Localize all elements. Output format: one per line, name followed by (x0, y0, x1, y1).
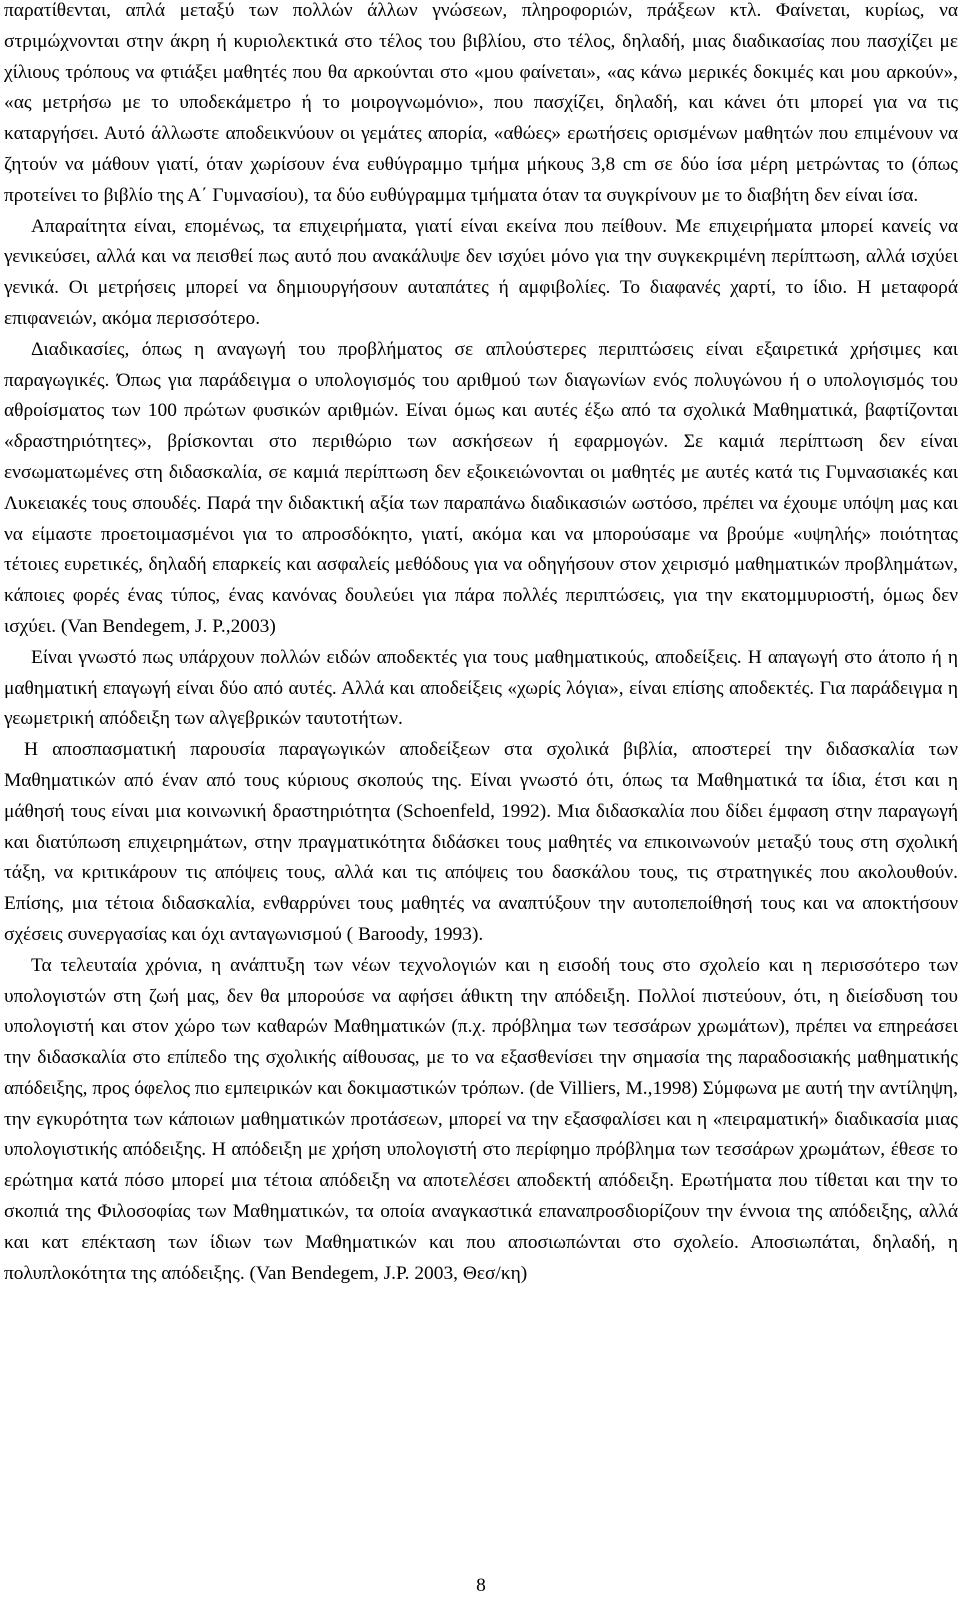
paragraph-6: Τα τελευταία χρόνια, η ανάπτυξη των νέων τεχνολογιών και η εισοδή τους στο σχολείο και η περισσότερο των υπολογιστών στη ζωή μας, δεν θα μπορούσε να αφήσει άθικτη την απόδειξη. Πολλοί πιστεύουν, ότι, η διείσδυση του υπολογιστή και στον χώρο των καθαρών Μαθηματικών (π.χ. πρόβλημα των τεσσάρων χρωμάτων), πρέπει να επηρεάσει την διδασκαλία στο επίπεδο της σχολικής αίθουσας, με το να εξασθενίσει την σημασία της παραδοσιακής μαθηματικής απόδειξης, προς όφελος πιο εμπειρικών και δοκιμαστικών τρόπων. (de Villiers, M.,1998) Σύμφωνα με αυτή την αντίληψη, την εγκυρότητα των κάποιων μαθηματικών προτάσεων, μπορεί να την εξασφαλίσει και η «πειραματική» διαδικασία μιας υπολογιστικής απόδειξης. Η απόδειξη με χρήση υπολογιστή στο περίφημο πρόβλημα των τεσσάρων χρωμάτων, έθεσε το ερώτημα κατά πόσο μπορεί μια τέτοια απόδειξη να αποτελέσει αποδεκτή απόδειξη. Ερωτήματα που τίθεται και την το σκοπιά της Φιλοσοφίας των Μαθηματικών, τα οποία αναγκαστικά επαναπροσδιορίζουν την έννοια της απόδειξης, αλλά και κατ επέκταση των ίδιων των Μαθηματικών και που αποσιωπώνται στο σχολείο. Αποσιωπάται, δηλαδή, η πολυπλοκότητα της απόδειξης. (Van Bendegem, J.P. 2003, Θεσ/κη) (4, 954, 958, 1284)
paragraph-4: Είναι γνωστό πως υπάρχουν πολλών ειδών αποδεκτές για τους μαθηματικούς, αποδείξεις. Η απαγωγή στο άτοπο ή η μαθηματική επαγωγή είναι δύο από αυτές. Αλλά και αποδείξεις «χωρίς λόγια», είναι επίσης αποδεκτές. Για παράδειγμα η γεωμετρική απόδειξη των αλγεβρικών ταυτοτήτων. (4, 646, 958, 730)
page-number: 8 (476, 1575, 486, 1596)
paragraph-2: Απαραίτητα είναι, επομένως, τα επιχειρήματα, γιατί είναι εκείνα που πείθουν. Με επιχειρήματα μπορεί κανείς να γενικεύσει, αλλά και να πεισθεί πως αυτό που ανακάλυψε δεν ισχύει μόνο για την συγκεκριμένη περίπτωση, αλλά ισχύει γενικά. Οι μετρήσεις μπορεί να δημιουργήσουν αυταπάτες ή αμφιβολίες. Το διαφανές χαρτί, το ίδιο. Η μεταφορά επιφανειών, ακόμα περισσότερο. (4, 215, 958, 329)
paragraph-3: Διαδικασίες, όπως η αναγωγή του προβλήματος σε απλούστερες περιπτώσεις είναι εξαιρετικά χρήσιμες και παραγωγικές. Όπως για παράδειγμα ο υπολογισμός του αριθμού των διαγωνίων ενός πολυγώνου ή ο υπολογισμός του αθροίσματος των 100 πρώτων φυσικών αριθμών. Είναι όμως και αυτές έξω από τα σχολικά Μαθηματικά, βαφτίζονται «δραστηριότητες», βρίσκονται στο περιθώριο των ασκήσεων ή εφαρμογών. Σε καμιά περίπτωση δεν είναι ενσωματωμένες στη διδασκαλία, σε καμιά περίπτωση δεν εξοικειώνονται οι μαθητές με αυτές κατά τις Γυμνασιακές και Λυκειακές τους σπουδές. Παρά την διδακτική αξία των παραπάνω διαδικασιών ωστόσο, πρέπει να έχουμε υπόψη μας και να είμαστε προετοιμασμένοι για το απροσδόκητο, γιατί, ακόμα και να μπορούσαμε να βρούμε «υψηλής» ποιότητας τέτοιες ευρετικές, δηλαδή επαρκείς και ασφαλείς μεθόδους για να οδηγήσουν στον χειρισμό μαθηματικών προβλημάτων, κάποιες φορές ένας τύπος, ένας κανόνας δουλεύει για πάρα πολλές περιπτώσεις, για την εκατομμυριοστή, όμως δεν ισχύει. (Van Bendegem, J. P.,2003) (4, 338, 958, 637)
paragraph-1: παρατίθενται, απλά μεταξύ των πολλών άλλων γνώσεων, πληροφοριών, πράξεων κτλ. Φαίνεται, κυρίως, να στριμώχνονται στην άκρη ή κυριολεκτικά στο τέλος του βιβλίου, στο τέλος, δηλαδή, μιας διαδικασίας που πασχίζει με χίλιους τρόπους να φτιάξει μαθητές που θα αρκούνται στο «μου φαίνεται», «ας κάνω μερικές δοκιμές και μου αρκούν», «ας μετρήσω με το υποδεκάμετρο ή το μοιρογνωμόνιο», που πασχίζει, δηλαδή, και κάνει ότι μπορεί για να τις καταργήσει. Αυτό άλλωστε αποδεικνύουν οι γεμάτες απορία, «αθώες» ερωτήσεις ορισμένων μαθητών που επιμένουν να ζητούν να μάθουν γιατί, όταν χωρίσουν ένα ευθύγραμμο τμήμα μήκους 3,8 cm σε δύο ίσα μέρη μετρώντας το (όπως προτείνει το βιβλίο της Α΄ Γυμνασίου), τα δύο ευθύγραμμα τμήματα όταν τα συγκρίνουν με το διαβήτη δεν είναι ίσα. (4, 0, 958, 206)
document-page (4, 0, 958, 1604)
paragraph-5: Η αποσπασματική παρουσία παραγωγικών αποδείξεων στα σχολικά βιβλία, αποστερεί την διδασκαλία των Μαθηματικών από έναν από τους κύριους σκοπούς της. Είναι γνωστό ότι, όπως τα Μαθηματικά τα ίδια, έτσι και η μάθησή τους είναι μια κοινωνική δραστηριότητα (Schoenfeld, 1992). Μια διδασκαλία που δίδει έμφαση στην παραγωγή και διατύπωση επιχειρημάτων, στην πραγματικότητα διδάσκει τους μαθητές να επικοινωνούν μεταξύ τους στη σχολική τάξη, να κριτικάρουν τις απόψεις τους, αλλά και τις απόψεις του δασκάλου τους, τις στρατηγικές που ακολουθούν. Επίσης, μια τέτοια διδασκαλία, ενθαρρύνει τους μαθητές να αναπτύξουν την αυτοπεποίθησή τους και να αποκτήσουν σχέσεις συνεργασίας και όχι ανταγωνισμού ( Baroody, 1993). (4, 739, 958, 945)
document-body (4, 0, 958, 1289)
